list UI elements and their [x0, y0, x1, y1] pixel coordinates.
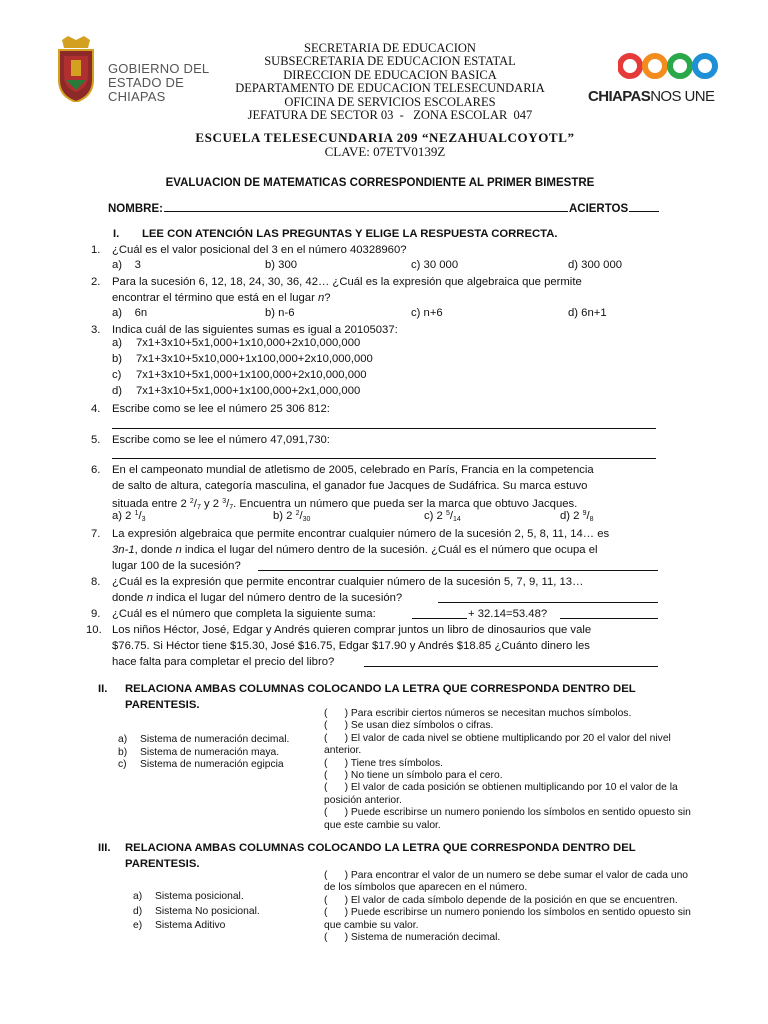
item-text: Sistema Aditivo [155, 920, 226, 931]
text-segment: indica el lugar del número dentro de la sucesión. ¿Cuál es el número que ocupa el [181, 544, 598, 556]
chiapas-nos-une-logo [588, 52, 720, 108]
name-label: NOMBRE: [108, 203, 163, 215]
institution-line: SECRETARIA DE EDUCACION [304, 41, 476, 55]
item-text: Sistema posicional. [155, 891, 244, 902]
section-3-title-line-2: PARENTESIS. [125, 858, 200, 870]
option-d[interactable]: 7x1+3x10+5x1,000+1x100,000+2x1,000,000 [136, 385, 361, 397]
left-item [118, 734, 289, 747]
question-10-text-line-3: hace falta para completar el precio del libro? [112, 656, 335, 668]
option-d[interactable]: d) 2 $^9/_8$ [560, 510, 594, 523]
institution-line: OFICINA DE SERVICIOS ESCOLARES [284, 94, 496, 109]
colored-rings-icon [618, 52, 718, 82]
question-6-text-line-2: de salto de altura, categoría masculina, el ganador fue Jacques de Sudáfrica. Su marca estuvo [112, 480, 588, 492]
left-item [133, 919, 260, 934]
variable-n: n [175, 544, 182, 556]
option-a[interactable]: a) 3 [112, 259, 141, 271]
coat-of-arms-icon [56, 36, 96, 102]
section-1-numeral: I. [113, 228, 120, 240]
item-text: Sistema de numeración maya. [140, 746, 280, 758]
item-letter: a) [133, 891, 143, 902]
question-9-text: ¿Cuál es el número que completa la siguiente suma: [112, 608, 376, 620]
option-c[interactable]: 7x1+3x10+5x1,000+1x100,000+2x10,000,000 [136, 369, 367, 381]
option-letter: d) [112, 385, 123, 397]
item-letter: e) [133, 920, 143, 931]
answer-line[interactable] [438, 602, 658, 603]
match-item[interactable]: ( ) Para escribir ciertos números se necesitan muchos símbolos. [324, 708, 632, 719]
left-item [133, 905, 260, 920]
section-2-left-column [118, 734, 289, 772]
option-c[interactable]: c) 30 000 [411, 259, 459, 271]
sum-expression: + 32.14=53.48? [468, 608, 548, 620]
question-10-text: Los niños Héctor, José, Edgar y Andrés quieren comprar juntos un libro de dinosaurios que vale [112, 624, 592, 636]
question-5-text: Escribe como se lee el número 47,091,730: [112, 434, 330, 446]
name-field[interactable] [164, 202, 568, 212]
question-8-text: ¿Cuál es la expresión que permite encontrar cualquier número de la sucesión 5, 7, 9, 11, 13… [112, 576, 584, 588]
question-number: 4. [91, 403, 101, 415]
brand-logo-text [588, 88, 714, 105]
question-number: 2. [91, 276, 101, 288]
fraction-denominator: 7 [196, 504, 201, 511]
text-segment: , donde [134, 544, 176, 556]
match-item[interactable]: ( ) El valor de cada nivel se obtiene multiplicando por 20 el valor del nivel anterior. [324, 732, 674, 757]
score-label: ACIERTOS [568, 203, 629, 215]
match-item[interactable]: ( ) No tiene un símbolo para el cero. [324, 770, 503, 782]
question-number: 10. [86, 624, 102, 636]
item-text: Sistema No posicional. [155, 905, 260, 917]
gov-logo-line-2: ESTADO DE CHIAPAS [108, 75, 184, 104]
fraction-denominator: 3 [141, 516, 146, 523]
institution-line: DIRECCION DE EDUCACION BASICA [283, 67, 497, 82]
question-7-text-line-3: lugar 100 de la sucesión? [112, 560, 241, 572]
match-item[interactable]: ( ) El valor de cada símbolo depende de la posición en que se encuentren. [324, 894, 678, 906]
question-6-text-line-3: situada entre 2 $^2/_7$ y 2 $^3/_7$. Encuentra un número que pueda ser la marca que obtuvo Jacques. [112, 498, 578, 511]
left-item [133, 890, 260, 905]
answer-line[interactable] [258, 570, 658, 571]
school-block [150, 131, 620, 159]
question-7-text: La expresión algebraica que permite encontrar cualquier número de la sucesión 2, 5, 8, 11, 14… es [112, 528, 610, 540]
question-4-text: Escribe como se lee el número 25 306 812: [112, 403, 330, 415]
section-1-title: LEE CON ATENCIÓN LAS PREGUNTAS Y ELIGE LA RESPUESTA CORRECTA. [142, 228, 558, 240]
option-c[interactable]: c) 2 $^5/_{14}$ [424, 510, 461, 523]
match-item[interactable]: ( ) Se usan diez símbolos o cifras. [324, 720, 494, 732]
question-3-text: Indica cuál de las siguientes sumas es igual a 20105037: [112, 324, 398, 336]
option-letter: b) [112, 353, 123, 365]
match-item[interactable]: ( ) Puede escribirse un numero poniendo los símbolos en sentido opuesto sin que cambie su valor. [324, 907, 694, 931]
option-d[interactable]: d) 300 000 [568, 259, 623, 271]
institution-line: DEPARTAMENTO DE EDUCACION TELESECUNDARIA [235, 81, 545, 96]
option-letter: a) [112, 337, 123, 349]
question-number: 1. [91, 244, 101, 256]
section-3-numeral: III. [98, 842, 111, 854]
item-letter: a) [118, 734, 128, 745]
option-d-label: d) 2 [560, 510, 583, 522]
question-2-text-line-2 [112, 290, 331, 306]
question-number: 8. [91, 576, 101, 588]
expression: 3n-1 [112, 544, 135, 556]
question-8-text-line-2 [112, 590, 402, 606]
option-b-label: b) 2 [273, 510, 296, 522]
text-segment: y 2 [200, 498, 223, 510]
item-letter: d) [133, 905, 143, 917]
fraction-denominator: 14 [453, 516, 461, 523]
match-item[interactable]: ( ) Puede escribirse un numero poniendo los símbolos en sentido opuesto sin que este cambie su valor. [324, 807, 694, 831]
question-number: 9. [91, 608, 101, 620]
fraction-numerator: 2 [189, 498, 194, 505]
text-segment: . Encuentra un número que pueda ser la marca que obtuvo Jacques. [233, 498, 578, 510]
institution-line: JEFATURA DE SECTOR 03 - ZONA ESCOLAR 047 [247, 108, 533, 123]
fraction-denominator: 30 [302, 516, 311, 523]
section-2-numeral: II. [98, 683, 108, 695]
question-1-text: ¿Cuál es el valor posicional del 3 en el número 40328960? [112, 244, 407, 256]
section-2-title-line-2: PARENTESIS. [125, 699, 200, 711]
left-item [118, 759, 289, 772]
option-d[interactable]: d) 6n+1 [568, 307, 607, 319]
option-letter: c) [112, 369, 122, 381]
chiapas-government-logo [52, 36, 222, 106]
option-a[interactable]: a) 6n [112, 307, 148, 319]
question-2-text: Para la sucesión 6, 12, 18, 24, 30, 36, 42… ¿Cuál es la expresión que algebraica que permite [112, 276, 582, 288]
score-field[interactable] [629, 202, 659, 212]
fraction-numerator: 3 [222, 498, 227, 505]
section-2-title: RELACIONA AMBAS COLUMNAS COLOCANDO LA LETRA QUE CORRESPONDA DENTRO DEL [125, 683, 636, 695]
exam-title: EVALUACION DE MATEMATICAS CORRESPONDIENTE AL PRIMER BIMESTRE [165, 177, 595, 189]
left-item [118, 747, 289, 760]
section-3-right-column [324, 870, 692, 944]
section-3-left-column [133, 890, 260, 934]
option-b[interactable]: b) 300 [265, 259, 298, 271]
question-7-text-line-2 [112, 542, 598, 558]
option-a[interactable]: 7x1+3x10+5x1,000+1x10,000+2x10,000,000 [136, 337, 361, 349]
section-2-right-column [324, 708, 692, 832]
school-name: ESCUELA TELESECUNDARIA 209 “NEZAHUALCOYOTL” [195, 130, 575, 145]
gov-logo-line-1: GOBIERNO DEL [108, 61, 210, 76]
match-item[interactable]: ( ) Tiene tres símbolos. [324, 757, 444, 769]
question-number: 7. [91, 528, 101, 540]
fraction-denominator: 7 [229, 504, 234, 511]
answer-blank[interactable] [412, 618, 467, 619]
school-key: CLAVE: 07ETV0139Z [324, 144, 446, 159]
fraction-numerator: 5 [445, 510, 450, 517]
text-segment: indica el lugar del número dentro de la sucesión? [152, 592, 403, 604]
item-letter: b) [118, 746, 128, 758]
item-text: Sistema de numeración decimal. [140, 734, 290, 745]
option-c-label: c) 2 [424, 510, 446, 522]
question-10-text-line-2: $76.75. Si Héctor tiene $15.30, José $16.75, Edgar $17.90 y Andrés $18.85 ¿Cuánto dinero les [112, 640, 590, 652]
answer-line[interactable] [560, 618, 658, 619]
fraction-numerator: 9 [582, 510, 587, 517]
question-number: 6. [91, 464, 101, 476]
match-item[interactable]: ( ) Sistema de numeración decimal. [324, 932, 501, 944]
variable-n: n [317, 292, 325, 304]
question-6-text: En el campeonato mundial de atletismo de 2005, celebrado en París, Francia en la competencia [112, 464, 594, 476]
option-b[interactable]: 7x1+3x10+5x10,000+1x100,000+2x10,000,000 [136, 353, 373, 365]
answer-line[interactable] [364, 666, 658, 667]
question-number: 5. [91, 434, 101, 446]
institution-header [200, 42, 580, 122]
option-c[interactable]: c) n+6 [411, 307, 443, 319]
fraction-denominator: 8 [589, 516, 594, 523]
answer-line[interactable] [112, 428, 656, 429]
brand-logo-rest: NOS UNE [650, 88, 715, 105]
item-letter: c) [118, 759, 127, 771]
name-row [108, 202, 659, 215]
fraction-numerator: 2 [295, 510, 300, 517]
institution-line: SUBSECRETARIA DE EDUCACION ESTATAL [264, 54, 516, 69]
brand-logo-bold: CHIAPAS [588, 88, 651, 105]
text-segment: donde [112, 592, 147, 604]
text-segment: encontrar el término que está en el lugar [112, 292, 318, 304]
option-b[interactable]: b) n-6 [265, 307, 295, 319]
option-a[interactable]: a) 2 $^1/_3$ [112, 510, 146, 523]
text-segment: situada entre 2 [112, 498, 190, 510]
fraction-numerator: 1 [134, 510, 139, 517]
option-b[interactable]: b) 2 $^2/_{30}$ [273, 510, 311, 523]
answer-line[interactable] [112, 458, 656, 459]
option-a-label: a) 2 [112, 510, 135, 522]
match-item[interactable]: ( ) Para encontrar el valor de un numero se debe sumar el valor de cada uno de los símbolos que aparecen en el número. [324, 870, 691, 894]
text-segment: ? [324, 292, 331, 304]
match-item[interactable]: ( ) El valor de cada posición se obtienen multiplicando por 10 el valor de la posición anterior. [324, 782, 681, 806]
question-number: 3. [91, 324, 101, 336]
variable-n: n [146, 592, 153, 604]
item-text: Sistema de numeración egipcia [140, 759, 284, 771]
section-3-title: RELACIONA AMBAS COLUMNAS COLOCANDO LA LETRA QUE CORRESPONDA DENTRO DEL [125, 842, 636, 854]
